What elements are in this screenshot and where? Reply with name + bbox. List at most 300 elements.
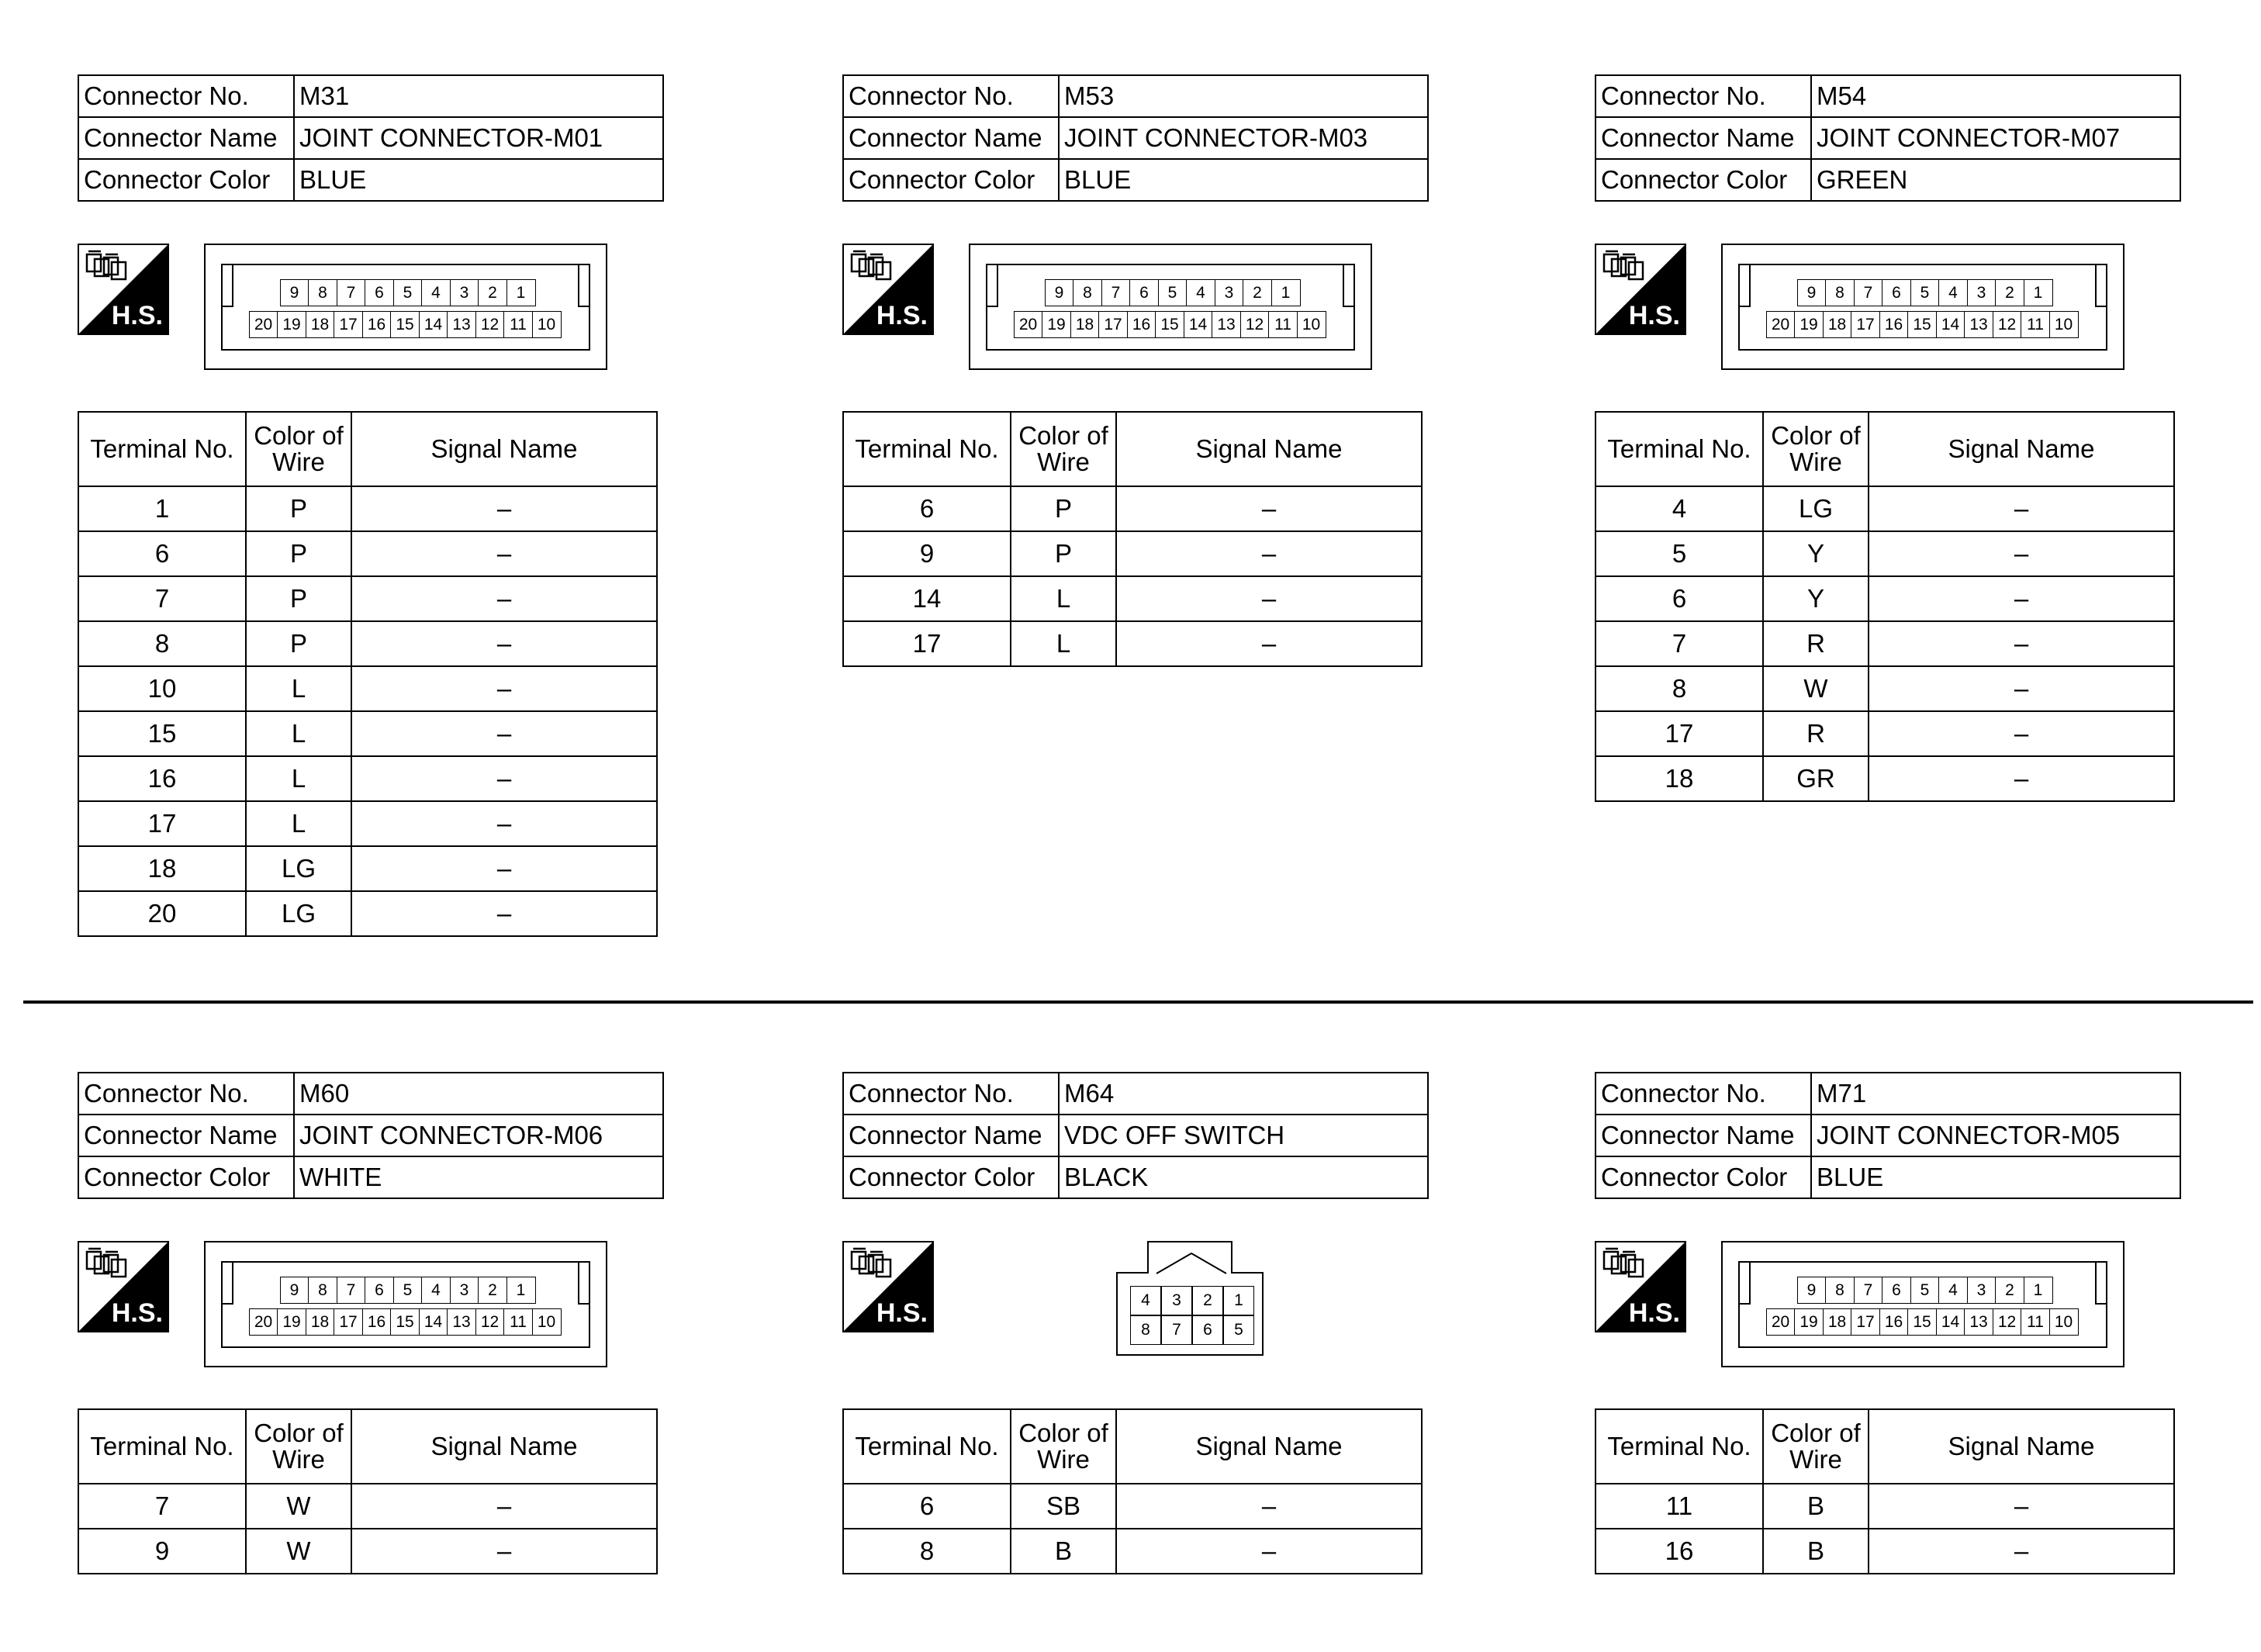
terminal-row bbox=[78, 666, 657, 711]
signal-name: – bbox=[351, 576, 657, 621]
terminal-no: 7 bbox=[1595, 621, 1763, 666]
wire-color: L bbox=[246, 801, 351, 846]
pin-cavity: 13 bbox=[1964, 311, 1993, 338]
connector-8-pin-diagram bbox=[1116, 1241, 1264, 1356]
connector-diagram-area bbox=[1593, 202, 2183, 341]
pin-row-bottom bbox=[1767, 1308, 2079, 1336]
connector-name-value: VDC OFF SWITCH bbox=[1059, 1115, 1428, 1156]
pin-cavity: 15 bbox=[1155, 311, 1184, 338]
terminal-header-row bbox=[78, 1409, 657, 1484]
pin-cavity: 12 bbox=[475, 311, 505, 338]
signal-name: – bbox=[351, 756, 657, 801]
wire-color: L bbox=[246, 711, 351, 756]
pin-cavity: 13 bbox=[1964, 1308, 1993, 1336]
pin-cavity: 1 bbox=[2024, 1277, 2053, 1304]
terminal-row bbox=[78, 621, 657, 666]
connector-20-pin-diagram bbox=[1721, 1241, 2124, 1367]
wire-color: Y bbox=[1763, 576, 1869, 621]
harness-side-icon bbox=[842, 244, 934, 335]
wire-color: R bbox=[1763, 711, 1869, 756]
connector-number-value: M53 bbox=[1059, 75, 1428, 117]
pin-cavity: 5 bbox=[393, 279, 423, 306]
pin-cavity: 19 bbox=[1794, 1308, 1824, 1336]
connector-number-label: Connector No. bbox=[843, 75, 1059, 117]
pin-row-top bbox=[1798, 279, 2053, 306]
connector-number-value: M64 bbox=[1059, 1073, 1428, 1115]
connector-name-value: JOINT CONNECTOR-M07 bbox=[1811, 117, 2180, 159]
connector-lock bbox=[1147, 1241, 1232, 1274]
section-divider bbox=[23, 1001, 2253, 1004]
pin-cavity: 15 bbox=[1907, 311, 1937, 338]
wire-color: P bbox=[246, 621, 351, 666]
signal-name: – bbox=[1869, 666, 2174, 711]
connector-block-m53 bbox=[841, 74, 1430, 667]
color-of-wire-header bbox=[1763, 412, 1869, 486]
pin-cavity: 19 bbox=[277, 1308, 306, 1336]
terminal-no: 9 bbox=[78, 1529, 246, 1574]
terminal-row bbox=[843, 1484, 1422, 1529]
harness-side-icon bbox=[78, 244, 169, 335]
connector-name-value: JOINT CONNECTOR-M03 bbox=[1059, 117, 1428, 159]
pin-cavity: 8 bbox=[1825, 279, 1855, 306]
terminal-no: 14 bbox=[843, 576, 1011, 621]
info-row bbox=[78, 117, 663, 159]
pin-cavity: 1 bbox=[506, 1277, 536, 1304]
pin-cavity: 16 bbox=[1127, 311, 1156, 338]
terminal-row bbox=[78, 1529, 657, 1574]
connector-color-label: Connector Color bbox=[843, 1156, 1059, 1198]
pin-cavity: 17 bbox=[1851, 1308, 1880, 1336]
hs-label: H.S. bbox=[1628, 301, 1680, 330]
connector-20-pin-diagram bbox=[969, 244, 1372, 370]
connector-housing bbox=[1116, 1272, 1264, 1356]
pin-cavity: 7 bbox=[1854, 279, 1883, 306]
connector-info-table bbox=[1595, 1072, 2181, 1199]
connector-color-label: Connector Color bbox=[78, 159, 294, 201]
signal-name: – bbox=[1116, 531, 1422, 576]
pin-cavity: 4 bbox=[1938, 1277, 1968, 1304]
terminal-table bbox=[842, 411, 1423, 667]
info-row bbox=[78, 1115, 663, 1156]
terminal-table bbox=[78, 1408, 658, 1574]
color-of-wire-header bbox=[1763, 1409, 1869, 1484]
terminal-no: 16 bbox=[78, 756, 246, 801]
pin-cavity: 8 bbox=[308, 1277, 337, 1304]
terminal-row bbox=[1595, 756, 2174, 801]
terminal-row bbox=[843, 576, 1422, 621]
pin-cavity: 1 bbox=[1271, 279, 1301, 306]
wire-color: LG bbox=[1763, 486, 1869, 531]
terminal-row bbox=[843, 1529, 1422, 1574]
terminal-no: 4 bbox=[1595, 486, 1763, 531]
connector-20-pin-diagram bbox=[204, 244, 607, 370]
info-row bbox=[78, 159, 663, 201]
pin-cavity: 18 bbox=[1070, 311, 1100, 338]
connector-name-label: Connector Name bbox=[843, 1115, 1059, 1156]
pin-cavity: 17 bbox=[334, 311, 363, 338]
connector-block-m64 bbox=[841, 1072, 1430, 1574]
pin-cavity: 10 bbox=[532, 1308, 562, 1336]
pin-cavity: 10 bbox=[1297, 311, 1326, 338]
connector-number-label: Connector No. bbox=[843, 1073, 1059, 1115]
pin-row-top bbox=[1798, 1277, 2053, 1304]
terminal-row bbox=[78, 711, 657, 756]
pin-cavity: 7 bbox=[1854, 1277, 1883, 1304]
pin-cavity: 9 bbox=[280, 279, 309, 306]
wire-color: LG bbox=[246, 891, 351, 936]
color-of-wire-header bbox=[1011, 412, 1116, 486]
signal-name: – bbox=[1116, 576, 1422, 621]
pin-cavity: 2 bbox=[1995, 1277, 2024, 1304]
color-of-wire-header bbox=[246, 412, 351, 486]
harness-side-icon bbox=[1595, 1241, 1686, 1332]
pin-cavity: 19 bbox=[1042, 311, 1071, 338]
pin-cavity: 3 bbox=[1967, 279, 1997, 306]
pin-cavity: 20 bbox=[1766, 311, 1796, 338]
pin-row-bottom bbox=[1015, 311, 1326, 338]
signal-name: – bbox=[1116, 1529, 1422, 1574]
color-of-wire-label: Color of Wire bbox=[1771, 421, 1861, 476]
terminal-no: 17 bbox=[1595, 711, 1763, 756]
pin-cavity: 1 bbox=[1223, 1286, 1254, 1315]
pin-row-top bbox=[281, 279, 536, 306]
pin-cavity: 9 bbox=[1797, 279, 1827, 306]
connector-color-label: Connector Color bbox=[78, 1156, 294, 1198]
pin-grid bbox=[1130, 1286, 1254, 1345]
harness-side-icon bbox=[1595, 244, 1686, 335]
wire-color: L bbox=[246, 756, 351, 801]
connector-diagram-area bbox=[76, 202, 666, 341]
pin-cavity: 17 bbox=[334, 1308, 363, 1336]
connector-name-label: Connector Name bbox=[1595, 1115, 1811, 1156]
info-row bbox=[843, 117, 1428, 159]
terminal-row bbox=[1595, 621, 2174, 666]
terminal-no: 16 bbox=[1595, 1529, 1763, 1574]
wire-color: W bbox=[246, 1529, 351, 1574]
pin-cavity: 12 bbox=[1993, 1308, 2022, 1336]
terminal-no: 17 bbox=[843, 621, 1011, 666]
terminal-no: 1 bbox=[78, 486, 246, 531]
pin-cavity: 15 bbox=[390, 311, 420, 338]
connector-color-value: BLACK bbox=[1059, 1156, 1428, 1198]
connector-info-table bbox=[842, 1072, 1429, 1199]
connector-number-value: M71 bbox=[1811, 1073, 2180, 1115]
pin-cavity: 6 bbox=[1192, 1315, 1223, 1345]
pin-cavity: 11 bbox=[1268, 311, 1298, 338]
pin-cavity: 17 bbox=[1098, 311, 1128, 338]
wire-color: LG bbox=[246, 846, 351, 891]
connector-diagram-area bbox=[841, 1199, 1430, 1339]
signal-name: – bbox=[351, 621, 657, 666]
pin-cavity: 5 bbox=[1223, 1315, 1254, 1345]
color-of-wire-label: Color of Wire bbox=[1771, 1419, 1861, 1474]
terminal-no: 7 bbox=[78, 576, 246, 621]
terminal-row bbox=[1595, 666, 2174, 711]
connector-color-label: Connector Color bbox=[1595, 159, 1811, 201]
pin-cavity: 14 bbox=[419, 311, 448, 338]
pin-cavity: 9 bbox=[1045, 279, 1074, 306]
signal-name: – bbox=[1869, 756, 2174, 801]
signal-name: – bbox=[351, 801, 657, 846]
connector-color-value: WHITE bbox=[294, 1156, 663, 1198]
wire-color: W bbox=[1763, 666, 1869, 711]
connector-color-label: Connector Color bbox=[1595, 1156, 1811, 1198]
harness-side-icon bbox=[842, 1241, 934, 1332]
color-of-wire-header bbox=[246, 1409, 351, 1484]
wire-color: P bbox=[1011, 531, 1116, 576]
signal-name: – bbox=[1869, 1529, 2174, 1574]
connector-number-label: Connector No. bbox=[1595, 1073, 1811, 1115]
pin-cavity: 18 bbox=[306, 1308, 335, 1336]
terminal-header-row bbox=[1595, 412, 2174, 486]
pin-cavity: 6 bbox=[1129, 279, 1159, 306]
pin-row-top bbox=[1046, 279, 1301, 306]
pin-cavity: 8 bbox=[1130, 1315, 1161, 1345]
pin-cavity: 4 bbox=[1130, 1286, 1161, 1315]
color-of-wire-label: Color of Wire bbox=[254, 421, 344, 476]
connector-name-value: JOINT CONNECTOR-M05 bbox=[1811, 1115, 2180, 1156]
pin-cavity: 18 bbox=[1823, 1308, 1852, 1336]
signal-name: – bbox=[351, 531, 657, 576]
signal-name-header: Signal Name bbox=[1869, 412, 2174, 486]
terminal-table bbox=[1595, 411, 2175, 802]
terminal-no-header: Terminal No. bbox=[843, 1409, 1011, 1484]
pin-row-top bbox=[281, 1277, 536, 1304]
terminal-no-header: Terminal No. bbox=[1595, 412, 1763, 486]
pin-cavity: 10 bbox=[2049, 1308, 2079, 1336]
pin-cavity: 8 bbox=[1073, 279, 1102, 306]
pin-cavity: 9 bbox=[1797, 1277, 1827, 1304]
connector-latch-left bbox=[987, 265, 998, 307]
terminal-row bbox=[78, 846, 657, 891]
pin-cavity: 11 bbox=[503, 1308, 533, 1336]
connector-number-value: M54 bbox=[1811, 75, 2180, 117]
pin-cavity: 11 bbox=[2021, 311, 2050, 338]
connector-color-label: Connector Color bbox=[843, 159, 1059, 201]
connector-block-m71 bbox=[1593, 1072, 2183, 1574]
pin-cavity: 2 bbox=[1995, 279, 2024, 306]
pin-cavity: 20 bbox=[249, 1308, 278, 1336]
wire-color: P bbox=[1011, 486, 1116, 531]
terminal-header-row bbox=[843, 1409, 1422, 1484]
connector-latch-right bbox=[2095, 1263, 2106, 1305]
terminal-no: 8 bbox=[78, 621, 246, 666]
connector-block-m54 bbox=[1593, 74, 2183, 802]
wire-color: P bbox=[246, 531, 351, 576]
pin-cavity: 5 bbox=[1158, 279, 1188, 306]
connector-20-pin-diagram bbox=[1721, 244, 2124, 370]
connector-name-label: Connector Name bbox=[843, 117, 1059, 159]
info-row bbox=[1595, 1156, 2180, 1198]
terminal-no: 8 bbox=[1595, 666, 1763, 711]
pin-cavity: 12 bbox=[1240, 311, 1270, 338]
signal-name: – bbox=[351, 846, 657, 891]
pin-cavity: 18 bbox=[1823, 311, 1852, 338]
pin-cavity: 16 bbox=[1879, 311, 1909, 338]
connector-latch-left bbox=[1740, 265, 1751, 307]
info-row bbox=[1595, 1073, 2180, 1115]
pin-cavity: 8 bbox=[308, 279, 337, 306]
connector-name-label: Connector Name bbox=[1595, 117, 1811, 159]
terminal-row bbox=[78, 891, 657, 936]
pin-cavity: 15 bbox=[390, 1308, 420, 1336]
pin-cavity: 16 bbox=[362, 1308, 392, 1336]
connector-name-label: Connector Name bbox=[78, 1115, 294, 1156]
info-row bbox=[843, 159, 1428, 201]
connector-block-m60 bbox=[76, 1072, 666, 1574]
hs-label: H.S. bbox=[111, 301, 163, 330]
connector-housing bbox=[1738, 1261, 2107, 1348]
color-of-wire-label: Color of Wire bbox=[254, 1419, 344, 1474]
terminal-row bbox=[1595, 576, 2174, 621]
pin-cavity: 11 bbox=[2021, 1308, 2050, 1336]
connector-number-value: M31 bbox=[294, 75, 663, 117]
pin-cavity: 6 bbox=[365, 1277, 394, 1304]
terminal-row bbox=[843, 486, 1422, 531]
signal-name: – bbox=[1116, 486, 1422, 531]
connector-color-value: BLUE bbox=[1059, 159, 1428, 201]
hs-label: H.S. bbox=[876, 301, 928, 330]
pin-cavity: 19 bbox=[277, 311, 306, 338]
wire-color: R bbox=[1763, 621, 1869, 666]
terminal-no-header: Terminal No. bbox=[843, 412, 1011, 486]
terminal-no: 5 bbox=[1595, 531, 1763, 576]
terminal-no-header: Terminal No. bbox=[1595, 1409, 1763, 1484]
info-row bbox=[843, 1115, 1428, 1156]
pin-cavity: 14 bbox=[419, 1308, 448, 1336]
wire-color: GR bbox=[1763, 756, 1869, 801]
terminal-no: 7 bbox=[78, 1484, 246, 1529]
terminal-no: 10 bbox=[78, 666, 246, 711]
pin-row-bottom bbox=[1767, 311, 2079, 338]
terminal-no: 6 bbox=[1595, 576, 1763, 621]
connector-info-table bbox=[78, 1072, 664, 1199]
signal-name: – bbox=[351, 1484, 657, 1529]
info-row bbox=[78, 75, 663, 117]
pin-cavity: 4 bbox=[1186, 279, 1215, 306]
connector-latch-right bbox=[2095, 265, 2106, 307]
pin-cavity: 3 bbox=[1215, 279, 1244, 306]
pin-cavity: 5 bbox=[1910, 279, 1940, 306]
signal-name: – bbox=[1869, 531, 2174, 576]
connector-name-value: JOINT CONNECTOR-M06 bbox=[294, 1115, 663, 1156]
connector-latch-left bbox=[223, 1263, 233, 1305]
connector-housing bbox=[986, 264, 1355, 351]
terminal-header-row bbox=[843, 412, 1422, 486]
pin-cavity: 16 bbox=[1879, 1308, 1909, 1336]
info-row bbox=[843, 1156, 1428, 1198]
connector-color-value: BLUE bbox=[294, 159, 663, 201]
wire-color: L bbox=[1011, 576, 1116, 621]
terminal-row bbox=[78, 576, 657, 621]
connector-number-value: M60 bbox=[294, 1073, 663, 1115]
hs-label: H.S. bbox=[1628, 1298, 1680, 1328]
wire-color: Y bbox=[1763, 531, 1869, 576]
terminal-no: 6 bbox=[843, 1484, 1011, 1529]
hs-label: H.S. bbox=[111, 1298, 163, 1328]
terminal-no: 8 bbox=[843, 1529, 1011, 1574]
color-of-wire-header bbox=[1011, 1409, 1116, 1484]
pin-cavity: 1 bbox=[2024, 279, 2053, 306]
signal-name: – bbox=[1116, 1484, 1422, 1529]
pin-cavity: 4 bbox=[1938, 279, 1968, 306]
pin-cavity: 2 bbox=[1243, 279, 1272, 306]
connector-info-table bbox=[842, 74, 1429, 202]
terminal-no: 6 bbox=[843, 486, 1011, 531]
pin-cavity: 20 bbox=[1014, 311, 1043, 338]
signal-name: – bbox=[351, 1529, 657, 1574]
connector-housing bbox=[1738, 264, 2107, 351]
terminal-row bbox=[78, 486, 657, 531]
terminal-no-header: Terminal No. bbox=[78, 1409, 246, 1484]
signal-name-header: Signal Name bbox=[351, 412, 657, 486]
connector-diagram-area bbox=[1593, 1199, 2183, 1339]
connector-housing bbox=[221, 1261, 590, 1348]
terminal-row bbox=[843, 531, 1422, 576]
connector-color-value: GREEN bbox=[1811, 159, 2180, 201]
pin-cavity: 2 bbox=[478, 279, 507, 306]
connector-number-label: Connector No. bbox=[78, 1073, 294, 1115]
wire-color: W bbox=[246, 1484, 351, 1529]
connector-info-table bbox=[78, 74, 664, 202]
wire-color: L bbox=[246, 666, 351, 711]
terminal-no: 18 bbox=[78, 846, 246, 891]
terminal-row bbox=[1595, 711, 2174, 756]
pin-cavity: 3 bbox=[450, 1277, 479, 1304]
connector-latch-right bbox=[1343, 265, 1353, 307]
terminal-no-header: Terminal No. bbox=[78, 412, 246, 486]
terminal-table bbox=[842, 1408, 1423, 1574]
pin-cavity: 20 bbox=[1766, 1308, 1796, 1336]
signal-name: – bbox=[1869, 621, 2174, 666]
terminal-no: 20 bbox=[78, 891, 246, 936]
terminal-row bbox=[78, 1484, 657, 1529]
info-row bbox=[1595, 159, 2180, 201]
info-row bbox=[1595, 75, 2180, 117]
signal-name: – bbox=[351, 711, 657, 756]
pin-cavity: 10 bbox=[532, 311, 562, 338]
pin-cavity: 3 bbox=[1967, 1277, 1997, 1304]
connector-name-label: Connector Name bbox=[78, 117, 294, 159]
pin-cavity: 15 bbox=[1907, 1308, 1937, 1336]
pin-cavity: 7 bbox=[1101, 279, 1131, 306]
pin-cavity: 10 bbox=[2049, 311, 2079, 338]
terminal-row bbox=[1595, 531, 2174, 576]
signal-name: – bbox=[351, 486, 657, 531]
color-of-wire-label: Color of Wire bbox=[1018, 1419, 1108, 1474]
pin-cavity: 7 bbox=[1161, 1315, 1192, 1345]
pin-cavity: 16 bbox=[362, 311, 392, 338]
pin-cavity: 19 bbox=[1794, 311, 1824, 338]
info-row bbox=[1595, 117, 2180, 159]
pin-cavity: 7 bbox=[337, 279, 366, 306]
terminal-no: 17 bbox=[78, 801, 246, 846]
connector-number-label: Connector No. bbox=[1595, 75, 1811, 117]
pin-cavity: 11 bbox=[503, 311, 533, 338]
terminal-header-row bbox=[1595, 1409, 2174, 1484]
signal-name-header: Signal Name bbox=[1116, 412, 1422, 486]
terminal-row bbox=[78, 756, 657, 801]
signal-name: – bbox=[1869, 576, 2174, 621]
terminal-table bbox=[1595, 1408, 2175, 1574]
pin-cavity: 12 bbox=[475, 1308, 505, 1336]
connector-block-m31 bbox=[76, 74, 666, 937]
pin-cavity: 14 bbox=[1936, 1308, 1965, 1336]
pin-cavity: 5 bbox=[393, 1277, 423, 1304]
pin-cavity: 4 bbox=[421, 279, 451, 306]
terminal-row bbox=[78, 531, 657, 576]
signal-name: – bbox=[1869, 711, 2174, 756]
